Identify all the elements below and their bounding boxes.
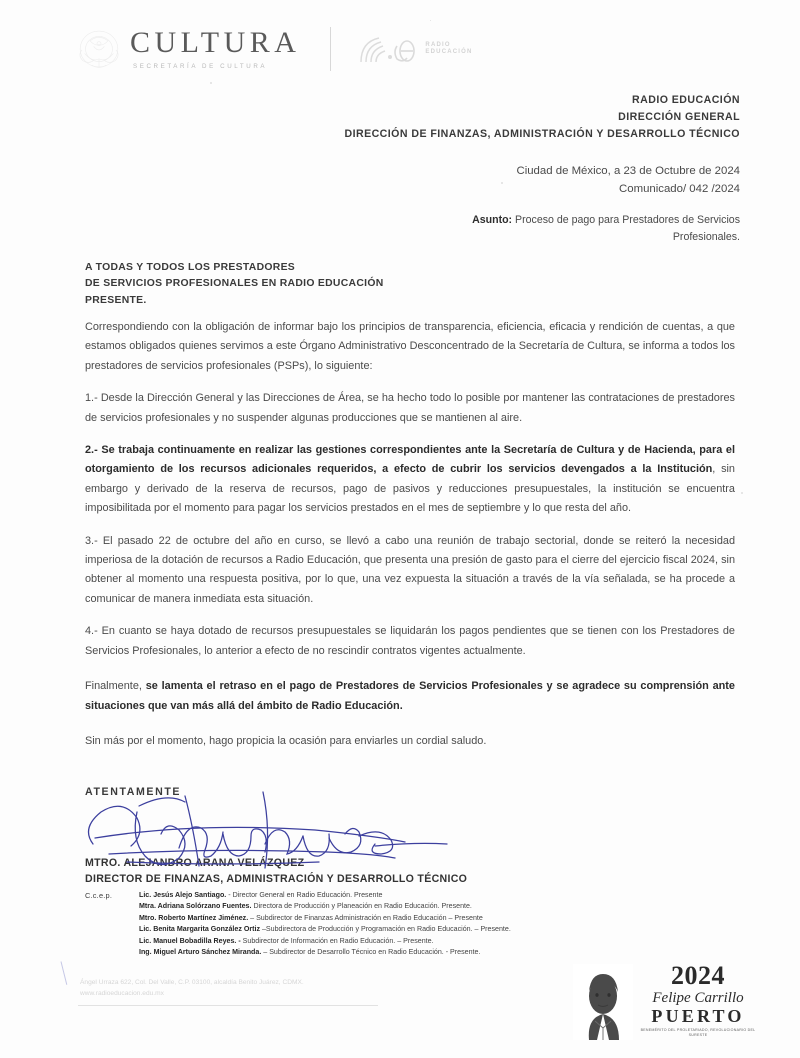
carbon-copy-block	[85, 890, 725, 959]
emblem-surname: PUERTO	[651, 1005, 745, 1026]
addressee-line-1: A TODAS Y TODOS LOS PRESTADORES	[85, 262, 296, 273]
letter-body	[85, 318, 735, 764]
subject-text-line-1: Proceso de pago para Prestadores de Servicios	[515, 214, 740, 226]
ccp-list-item	[139, 901, 725, 912]
scan-artifact	[210, 82, 212, 84]
letterhead-logo-bar	[72, 18, 740, 80]
addressee-line-3: PRESENTE.	[85, 294, 147, 306]
signatory-name: MTRO. ALEJANDRO ARANA VELÁZQUEZ	[85, 857, 305, 869]
scan-artifact	[741, 492, 743, 494]
logo-divider	[330, 27, 331, 71]
paragraph-item-3: 3.- El pasado 22 de octubre del año en curso, se llevó a cabo una reunión de trabajo sectorial, donde se reiteró la necesidad imperiosa de la dotación de recursos a Radio Educación, que presenta una presión de gasto para el cierre del ejercicio fiscal 2024, sin obtener al momento una respuesta positiva, por lo que, una vez expuesta la situación a través de la vía señalada, se ha procede a comunicar de manera inmediata esta situación.	[85, 534, 735, 605]
ccp-recipient-role: – Subdirector de Desarrollo Técnico en Radio Educación. - Presente.	[261, 948, 481, 957]
ccp-list-item	[139, 890, 725, 901]
ccp-list-item	[139, 947, 725, 958]
emblem-year: 2024	[671, 961, 725, 991]
ccp-recipient-role: Subdirector de Información en Radio Educación. – Presente.	[240, 936, 434, 945]
radio-educacion-logo	[357, 32, 472, 66]
signatory-title: DIRECTOR DE FINANZAS, ADMINISTRACIÓN Y DESARROLLO TÉCNICO	[85, 872, 468, 885]
paragraph-closing	[85, 677, 735, 716]
emblem-tagline: BENEMÉRITO DEL PROLETARIADO, REVOLUCIONARIO DEL SURESTE	[640, 1027, 756, 1037]
organization-heading	[220, 92, 740, 143]
ccp-recipient-name: Ing. Miguel Arturo Sánchez Miranda.	[139, 948, 262, 957]
paragraph-item-2	[85, 441, 735, 519]
paragraph-farewell: Sin más por el momento, hago propicia la ocasión para enviarles un cordial saludo.	[85, 734, 487, 747]
subject-block	[380, 212, 740, 246]
radio-logo-line-1: RADIO	[425, 41, 451, 48]
paragraph-item-2-bold: 2.- Se trabaja continuamente en realizar las gestiones correspondientes ante la Secretaría de Cultura y de Hacienda, para el otorgamiento de los recursos adicionales requeridos, a efecto de cubrir los servicios devengados a la Institución	[85, 444, 735, 476]
ccp-label: C.c.e.p.	[85, 891, 113, 900]
emblem-text-block	[639, 961, 757, 1040]
paragraph-intro: Correspondiendo con la obligación de informar bajo los principios de transparencia, eficiencia, eficacia y rendición de cuentas, a que estamos obligados quienes servimos a este Órgano Administrativo Desconcentrado de la Secretaría de Cultura, se informa a todos los prestadores de servicios profesionales (PSPs), lo siguiente:	[85, 321, 735, 372]
ccp-recipient-role: Directora de Producción y Planeación en Radio Educación. Presente.	[251, 902, 472, 911]
footer-divider	[78, 1005, 378, 1006]
radio-waves-icon	[357, 32, 419, 66]
ccp-recipient-role: – Subdirector de Finanzas Administración en Radio Educación – Presente	[248, 913, 483, 922]
paragraph-item-4: 4.- En cuanto se haya dotado de recursos presupuestales se liquidarán los pagos pendientes que se tienen con los Prestadores de Servicios Profesionales, lo anterior a efecto de no rescindir contratos vigentes actualmente.	[85, 625, 735, 657]
ccp-recipient-role: - Director General en Radio Educación. Presente	[226, 891, 383, 899]
radio-educacion-text	[425, 42, 472, 57]
subject-label: Asunto:	[472, 214, 513, 226]
org-line-radio-educacion: RADIO EDUCACIÓN	[632, 94, 740, 106]
scan-artifact	[430, 20, 431, 21]
ccp-recipient-name: Lic. Manuel Bobadilla Reyes. -	[139, 936, 241, 945]
scan-artifact	[501, 182, 503, 184]
subject-first-line	[380, 212, 740, 229]
ccp-recipient-role: –Subdirectora de Producción y Programación en Radio Educación. – Presente.	[260, 925, 511, 934]
paragraph-item-2-rest: , sin embargo y derivado de la reserva de recursos, pago de pasivos y reducciones presupuestales, la institución se encuentra imposibilitada por el momento para pagar los servicios prestados en el mes de septiembre y lo que resta del año.	[85, 463, 735, 515]
footer-street-address: Ángel Urraza 622, Col. Del Valle, C.P. 03100, alcaldía Benito Juárez, CDMX.	[80, 978, 304, 986]
felipe-carrillo-puerto-portrait-icon	[573, 964, 633, 1040]
subject-text-line-2: Profesionales.	[672, 230, 740, 243]
ccp-recipient-name: Mtro. Roberto Martínez Jiménez.	[139, 913, 249, 922]
mexico-coat-of-arms-icon	[72, 23, 126, 75]
signatory-details	[85, 856, 645, 888]
ccp-recipient-name: Mtra. Adriana Solórzano Fuentes.	[139, 902, 252, 911]
footer-website[interactable]: www.radioeducacion.edu.mx	[80, 990, 164, 998]
closing-lead-text: Finalmente,	[85, 680, 146, 693]
cultura-wordmark	[130, 28, 300, 70]
addressee-block	[85, 260, 384, 309]
radio-logo-line-2: EDUCACIÓN	[425, 49, 473, 55]
addressee-line-2: DE SERVICIOS PROFESIONALES EN RADIO EDUCACIÓN	[85, 278, 384, 290]
ccp-recipient-name: Lic. Benita Margarita González Ortiz	[139, 925, 261, 934]
place-and-date: Ciudad de México, a 23 de Octubre de 2024	[516, 165, 740, 177]
cultura-word: CULTURA	[130, 26, 301, 59]
org-line-direccion-general: DIRECCIÓN GENERAL	[618, 111, 740, 124]
ccp-recipient-list	[139, 890, 725, 959]
paragraph-item-1: 1.- Desde la Dirección General y las Direcciones de Área, se ha hecho todo lo posible por mantener las contrataciones de prestadores de servicios profesionales y no suspender algunas producciones que se mantienen al aire.	[85, 392, 735, 424]
signature-salutation: ATENTAMENTE	[85, 786, 182, 798]
closing-bold-text: se lamenta el retraso en el pago de Prestadores de Servicios Profesionales y se agradece su comprensión ante situaciones que van más allá del ámbito de Radio Educación.	[85, 680, 735, 712]
emblem-given-name: Felipe Carrillo	[652, 989, 744, 1006]
org-line-direccion-finanzas: DIRECCIÓN DE FINANZAS, ADMINISTRACIÓN Y DESARROLLO TÉCNICO	[344, 128, 740, 141]
footer-address-block	[80, 977, 410, 1000]
ccp-list-item	[139, 936, 725, 947]
ccp-recipient-name: Lic. Jesús Alejo Santiago.	[139, 891, 227, 899]
ccp-list-item	[139, 913, 725, 924]
ccp-list-item	[139, 924, 725, 935]
cultura-subline: SECRETARÍA DE CULTURA	[133, 63, 268, 70]
felipe-carrillo-puerto-emblem	[573, 962, 758, 1040]
date-block	[320, 162, 740, 199]
communique-number: Comunicado/ 042 /2024	[619, 183, 740, 196]
signature-block	[85, 786, 645, 888]
